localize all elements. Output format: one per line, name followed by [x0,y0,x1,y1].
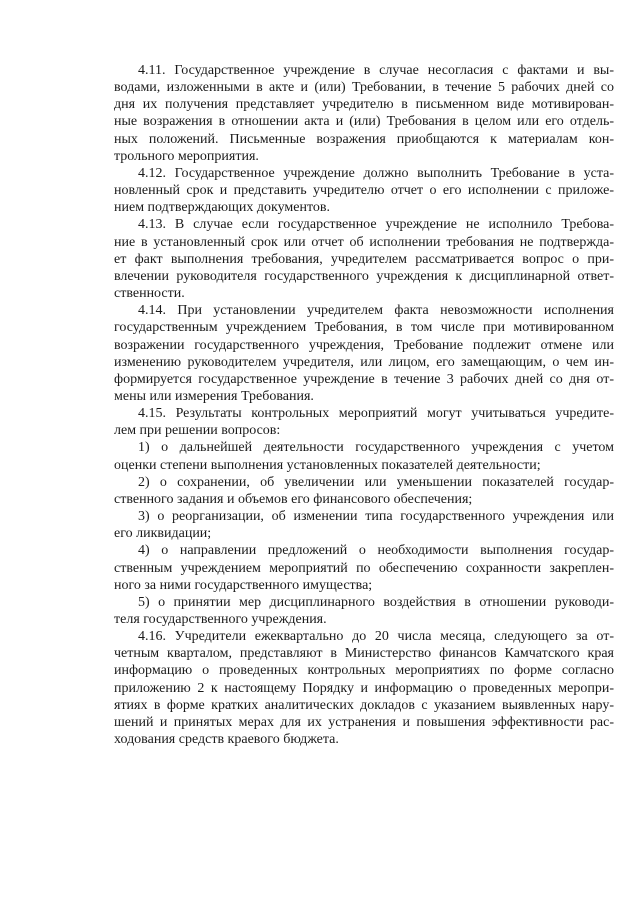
text-line: ного за ними государственного имущества; [114,577,373,593]
text-line: ние в установленный срок или отчет об исполнении требования не подтвержда- [114,234,614,250]
text-line: теля государственного учреждения. [114,612,327,627]
document-body [114,62,614,748]
text-line: 4.11. Государственное учреждение в случае несогласия с фактами и вы- [138,63,614,78]
text-line: трольного мероприятия. [114,148,259,164]
text-line: ственного задания и объемов его финансового обеспечения; [114,491,473,507]
text-line: четным кварталом, представляют в Министерство финансов Камчатского края [114,646,614,662]
paragraph-4-16 [114,628,614,748]
text-line: 4.12. Государственное учреждение должно выполнить Требование в уста- [138,165,614,181]
text-line: ет факт выполнения требования, учредителем рассматривается вопрос о при- [114,251,614,267]
text-line: ственным учреждением мероприятий по обеспечению сохранности закреплен- [114,560,614,576]
paragraph-4-15-5 [114,594,614,628]
paragraph-4-15 [114,405,614,439]
text-line: государственным учреждением Требования, в том числе при мотивированном [114,320,614,336]
paragraph-4-12 [114,165,614,216]
text-line: ходования средств краевого бюджета. [114,732,339,748]
text-line: 4.16. Учредители ежеквартально до 20 числа месяца, следующего за от- [138,629,614,645]
text-line: ных положений. Письменные возражения приобщаются к материалам кон- [114,131,614,147]
paragraph-4-15-4 [114,542,614,593]
paragraph-4-14 [114,302,614,405]
text-line: нием подтверждающих документов. [114,200,331,216]
paragraph-4-13 [114,216,614,302]
text-line: ятиях в форме кратких аналитических докладов с указанием выявленных нару- [114,697,614,713]
text-line: возражении государственного учреждения, Требование подлежит отмене или [114,337,614,353]
text-line: приложению 2 к настоящему Порядку и информацию о проведенных меропри- [114,680,614,696]
paragraph-4-11 [114,62,614,165]
text-line: лем при решении вопросов: [114,423,281,439]
text-line: 4) о направлении предложений о необходимости выполнения государ- [138,543,614,559]
text-line: формируется государственное учреждение в течение 3 рабочих дней со дня от- [114,371,614,387]
paragraph-4-15-3 [114,508,614,542]
text-line: ные возражения в отношении акта и (или) Требования в целом или его отдель- [114,114,614,130]
text-line: 3) о реорганизации, об изменении типа государственного учреждения или [138,509,614,525]
text-line: изменению руководителем учредителя, или лицом, его замещающим, о чем ин- [114,354,614,370]
text-line: 5) о принятии мер дисциплинарного воздействия в отношении руководи- [138,594,614,610]
text-line: его ликвидации; [114,526,212,542]
text-line: влечении руководителя государственного учреждения к дисциплинарной ответ- [114,268,614,284]
text-line: 4.15. Результаты контрольных мероприятий могут учитываться учредите- [138,406,614,422]
text-line: 4.14. При установлении учредителем факта невозможности исполнения [138,303,614,319]
text-line: информацию о проведенных контрольных мероприятиях по форме согласно [114,663,614,679]
text-line: 4.13. В случае если государственное учреждение не исполнило Требова- [138,217,614,233]
text-line: мены или измерения Требования. [114,388,314,404]
text-line: оценки степени выполнения установленных показателей деятельности; [114,457,541,473]
paragraph-4-15-1 [114,439,614,473]
text-line: дня их получения представляет учредителю в письменном виде мотивирован- [114,97,614,113]
text-line: ственности. [114,286,185,302]
text-line: 1) о дальнейшей деятельности государственного учреждения с учетом [138,440,614,456]
text-line: водами, изложенными в акте и (или) Требовании, в течение 5 рабочих дней со [114,80,614,96]
text-line: шений и принятых мерах для их устранения и повышения эффективности рас- [114,714,614,730]
text-line: новленный срок и представить учредителю отчет о его исполнении с приложе- [114,183,614,199]
text-line: 2) о сохранении, об увеличении или уменьшении показателей государ- [138,474,614,490]
paragraph-4-15-2 [114,474,614,508]
